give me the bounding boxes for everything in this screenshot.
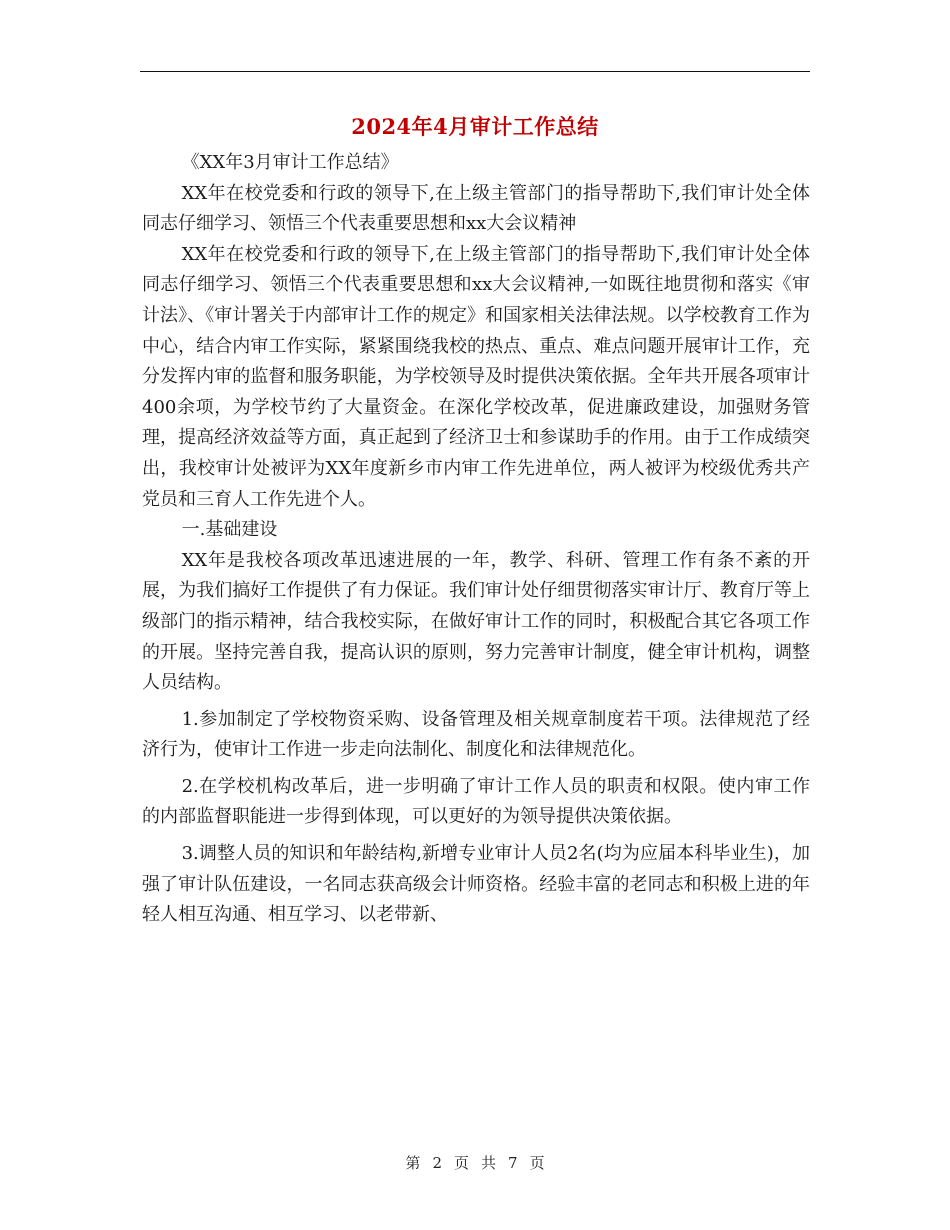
- list-item: 2.在学校机构改革后，进一步明确了审计工作人员的职责和权限。使内审工作的内部监督职能进一步得到体现，可以更好的为领导提供决策依据。: [142, 775, 810, 828]
- paragraph-intro: XX年在校党委和行政的领导下,在上级主管部门的指导帮助下,我们审计处全体同志仔细学习、领悟三个代表重要思想和xx大会议精神: [142, 182, 810, 235]
- footer-label-unit: 页: [453, 1154, 469, 1172]
- paragraph-summary: XX年在校党委和行政的领导下,在上级主管部门的指导帮助下,我们审计处全体同志仔细学习、领悟三个代表重要思想和xx大会议精神,一如既往地贯彻和落实《审计法》、《审计署关于内部审计工作的规定》和国家相关法律法规。以学校教育工作为中心，结合内审工作实际，紧紧围绕我校的热点、重点、难点问题开展审计工作，充分发挥内审的监督和服务职能，为学校领导及时提供决策依据。全年共开展各项审计400余项，为学校节约了大量资金。在深化学校改革，促进廉政建设，加强财务管理，提高经济效益等方面，真正起到了经济卫士和参谋助手的作用。由于工作成绩突出，我校审计处被评为XX年度新乡市内审工作先进单位，两人被评为校级优秀共产党员和三育人工作先进个人。: [142, 243, 810, 510]
- document-body: [142, 148, 810, 931]
- footer-label-unit2: 页: [529, 1154, 545, 1172]
- footer-label-page: 第: [405, 1154, 421, 1172]
- section-heading: 一.基础建设: [181, 519, 278, 541]
- header-rule: [140, 71, 810, 72]
- page-footer: [0, 1152, 950, 1174]
- document-title: 2024年4月审计工作总结: [351, 114, 599, 139]
- list-item: 1.参加制定了学校物资采购、设备管理及相关规章制度若干项。法律规范了经济行为，使审计工作进一步走向法制化、制度化和法律规范化。: [142, 708, 810, 761]
- footer-current-page: 2: [432, 1154, 442, 1172]
- paragraph-subtitle: 《XX年3月审计工作总结》: [181, 152, 399, 173]
- footer-label-total: 共: [481, 1154, 497, 1172]
- footer-total-pages: 7: [508, 1154, 518, 1172]
- paragraph-section-body: XX年是我校各项改革迅速进展的一年，教学、科研、管理工作有条不紊的开展，为我们搞好工作提供了有力保证。我们审计处仔细贯彻落实审计厅、教育厅等上级部门的指示精神，结合我校实际，在做好审计工作的同时，积极配合其它各项工作的开展。坚持完善自我，提高认识的原则，努力完善审计制度，健全审计机构，调整人员结构。: [142, 549, 810, 694]
- list-item: 3.调整人员的知识和年龄结构,新增专业审计人员2名(均为应届本科毕业生)，加强了审计队伍建设，一名同志获高级会计师资格。经验丰富的老同志和积极上进的年轻人相互沟通、相互学习、以老带新、: [142, 843, 810, 926]
